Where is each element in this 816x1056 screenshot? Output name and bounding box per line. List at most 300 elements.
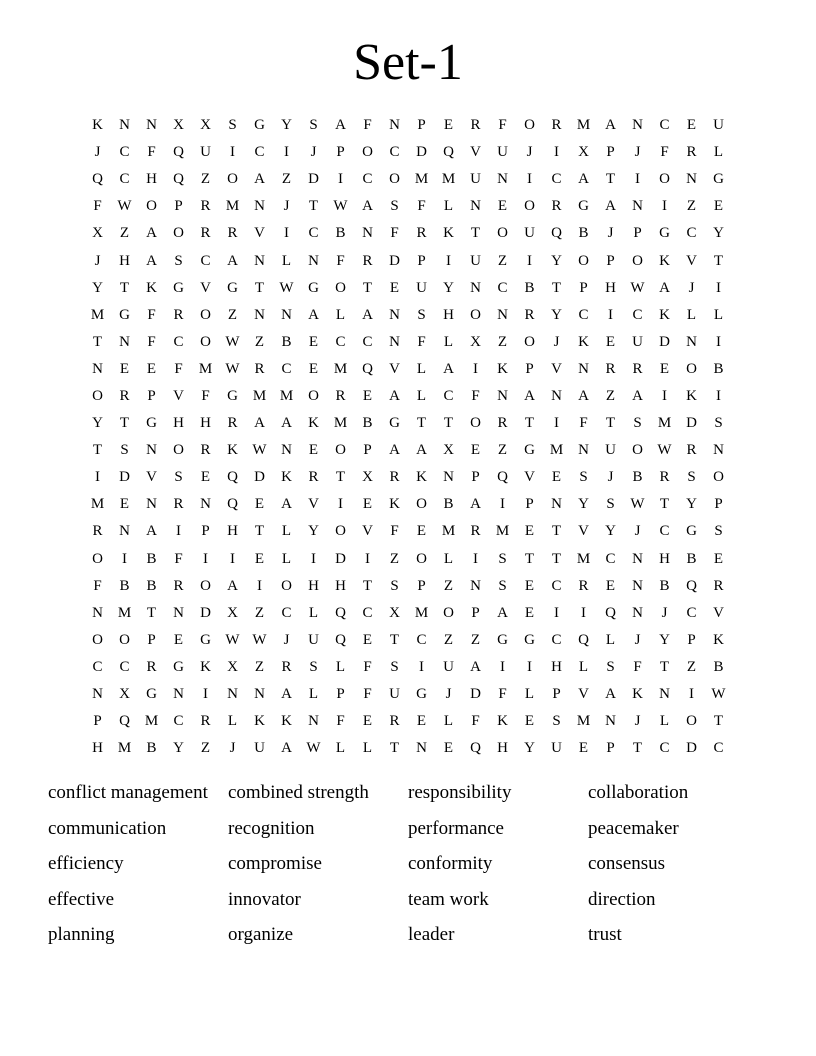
grid-letter: X	[362, 469, 373, 486]
grid-letter: V	[686, 252, 697, 269]
grid-letter: F	[93, 577, 102, 594]
grid-letter: V	[308, 496, 319, 513]
grid-letter: A	[605, 198, 616, 215]
grid-letter: N	[92, 604, 103, 621]
grid-letter: I	[662, 198, 667, 215]
grid-letter: H	[605, 279, 616, 296]
grid-letter: M	[90, 496, 105, 513]
grid-letter: G	[173, 279, 184, 296]
grid-letter: D	[686, 740, 697, 757]
grid-row	[84, 491, 732, 518]
grid-letter: F	[390, 225, 399, 242]
grid-letter: H	[335, 577, 346, 594]
grid-letter: E	[254, 496, 265, 513]
grid-letter: E	[605, 333, 616, 350]
grid-letter: U	[254, 740, 265, 757]
grid-letter: J	[634, 713, 641, 730]
grid-letter: H	[227, 523, 238, 540]
word-list-item: organize	[228, 924, 294, 945]
grid-letter: B	[524, 279, 535, 296]
grid-letter: K	[659, 306, 670, 323]
grid-letter: M	[441, 171, 456, 188]
grid-letter: K	[659, 252, 670, 269]
word-search-grid	[84, 112, 732, 762]
grid-letter: E	[497, 198, 508, 215]
grid-letter: C	[416, 631, 427, 648]
grid-letter: V	[200, 279, 211, 296]
grid-letter: E	[200, 469, 211, 486]
grid-letter: P	[93, 713, 102, 730]
grid-letter: T	[335, 469, 346, 486]
grid-letter: B	[713, 360, 724, 377]
grid-letter: C	[119, 144, 130, 161]
grid-letter: C	[200, 252, 211, 269]
grid-row	[84, 166, 732, 193]
grid-letter: Y	[686, 496, 697, 513]
grid-letter: O	[389, 171, 400, 188]
grid-letter: C	[686, 604, 697, 621]
grid-row	[84, 681, 732, 708]
grid-letter: O	[686, 360, 697, 377]
grid-letter: B	[659, 577, 670, 594]
grid-letter: P	[336, 686, 345, 703]
grid-letter: C	[551, 631, 562, 648]
grid-letter: T	[92, 333, 103, 350]
grid-letter: I	[527, 252, 532, 269]
grid-letter: C	[605, 550, 616, 567]
grid-letter: I	[554, 604, 559, 621]
grid-letter: N	[389, 333, 400, 350]
grid-letter: P	[363, 442, 372, 459]
grid-letter: K	[389, 496, 400, 513]
grid-letter: D	[659, 333, 670, 350]
grid-letter: T	[524, 550, 535, 567]
grid-letter: G	[308, 279, 319, 296]
grid-letter: R	[578, 577, 589, 594]
grid-row	[84, 329, 732, 356]
grid-letter: P	[147, 631, 156, 648]
grid-letter: J	[634, 144, 641, 161]
grid-letter: O	[470, 415, 481, 432]
grid-letter: H	[551, 658, 562, 675]
grid-letter: E	[308, 333, 319, 350]
grid-letter: Y	[524, 740, 535, 757]
grid-letter: N	[632, 550, 643, 567]
grid-letter: N	[281, 442, 292, 459]
grid-letter: M	[657, 415, 672, 432]
grid-letter: C	[308, 225, 319, 242]
grid-letter: R	[470, 523, 481, 540]
grid-letter: C	[92, 658, 103, 675]
word-list-item: peacemaker	[588, 817, 679, 839]
word-list-item: trust	[588, 924, 622, 945]
grid-letter: Y	[551, 306, 562, 323]
grid-letter: N	[470, 198, 481, 215]
word-list-item: recognition	[228, 817, 315, 839]
grid-letter: M	[576, 117, 591, 134]
grid-letter: F	[579, 415, 588, 432]
grid-letter: Z	[200, 171, 211, 188]
grid-letter: Y	[659, 631, 670, 648]
grid-letter: Z	[443, 631, 454, 648]
grid-letter: C	[173, 333, 184, 350]
grid-letter: G	[497, 631, 508, 648]
grid-letter: G	[524, 631, 535, 648]
grid-row	[84, 410, 732, 437]
grid-letter: D	[200, 604, 211, 621]
grid-letter: K	[497, 360, 508, 377]
grid-letter: N	[389, 306, 400, 323]
grid-letter: I	[284, 144, 289, 161]
grid-letter: X	[227, 604, 238, 621]
grid-letter: I	[338, 171, 343, 188]
grid-letter: I	[716, 387, 721, 404]
grid-letter: N	[686, 171, 697, 188]
grid-letter: T	[605, 415, 616, 432]
grid-letter: U	[713, 117, 724, 134]
grid-letter: L	[227, 713, 238, 730]
word-list-item: effective	[48, 888, 115, 910]
grid-letter: B	[362, 415, 373, 432]
grid-letter: H	[200, 415, 211, 432]
grid-letter: Z	[227, 306, 238, 323]
grid-letter: I	[122, 550, 127, 567]
grid-letter: O	[524, 117, 535, 134]
grid-letter: O	[632, 442, 643, 459]
grid-letter: T	[632, 740, 643, 757]
grid-letter: E	[605, 577, 616, 594]
grid-letter: U	[389, 686, 400, 703]
grid-letter: N	[632, 577, 643, 594]
grid-letter: J	[445, 686, 452, 703]
grid-letter: X	[92, 225, 103, 242]
grid-letter: L	[281, 523, 292, 540]
grid-letter: N	[254, 306, 265, 323]
grid-letter: N	[119, 117, 130, 134]
word-list-item: efficiency	[48, 853, 124, 874]
grid-letter: T	[470, 225, 481, 242]
grid-letter: N	[551, 496, 562, 513]
grid-letter: E	[524, 713, 535, 730]
grid-letter: J	[94, 252, 101, 269]
grid-letter: L	[308, 604, 319, 621]
grid-letter: I	[608, 306, 613, 323]
grid-letter: U	[524, 225, 535, 242]
grid-letter: A	[146, 225, 157, 242]
grid-letter: N	[308, 252, 319, 269]
grid-row	[84, 437, 732, 464]
grid-letter: K	[713, 631, 724, 648]
grid-letter: S	[390, 577, 399, 594]
grid-letter: V	[146, 469, 157, 486]
grid-letter: E	[470, 442, 481, 459]
grid-letter: R	[551, 198, 562, 215]
grid-letter: B	[335, 225, 346, 242]
grid-letter: W	[657, 442, 672, 459]
grid-letter: H	[146, 171, 157, 188]
grid-letter: S	[498, 577, 507, 594]
grid-letter: R	[551, 117, 562, 134]
grid-letter: O	[524, 333, 535, 350]
grid-letter: C	[362, 171, 373, 188]
grid-letter: I	[500, 658, 505, 675]
grid-letter: C	[659, 523, 670, 540]
grid-letter: M	[333, 360, 348, 377]
grid-letter: N	[362, 225, 373, 242]
word-list-item: combined strength	[228, 782, 369, 803]
grid-letter: Z	[470, 631, 481, 648]
word-list-item: performance	[408, 817, 504, 839]
grid-letter: N	[632, 604, 643, 621]
grid-letter: J	[553, 333, 560, 350]
grid-letter: U	[470, 252, 481, 269]
grid-letter: X	[578, 144, 589, 161]
grid-letter: K	[254, 713, 265, 730]
grid-letter: O	[308, 387, 319, 404]
grid-letter: Z	[686, 198, 697, 215]
word-list-item: leader	[408, 924, 455, 945]
grid-letter: M	[117, 740, 132, 757]
grid-letter: E	[389, 279, 400, 296]
grid-letter: N	[686, 333, 697, 350]
grid-letter: Q	[119, 713, 130, 730]
grid-letter: P	[471, 604, 480, 621]
grid-letter: C	[362, 604, 373, 621]
grid-letter: D	[254, 469, 265, 486]
grid-letter: L	[605, 631, 616, 648]
grid-row	[84, 546, 732, 573]
grid-letter: I	[716, 333, 721, 350]
grid-letter: D	[686, 415, 697, 432]
grid-letter: I	[581, 604, 586, 621]
grid-letter: F	[147, 306, 156, 323]
grid-letter: P	[147, 387, 156, 404]
grid-letter: O	[713, 469, 724, 486]
grid-letter: C	[389, 144, 400, 161]
grid-letter: J	[607, 225, 614, 242]
grid-letter: Z	[254, 333, 265, 350]
grid-letter: S	[309, 658, 318, 675]
grid-letter: N	[389, 117, 400, 134]
grid-letter: J	[634, 523, 641, 540]
grid-letter: R	[173, 496, 184, 513]
grid-letter: I	[689, 686, 694, 703]
grid-letter: L	[416, 360, 427, 377]
grid-letter: T	[92, 442, 103, 459]
grid-letter: N	[281, 306, 292, 323]
grid-letter: O	[92, 387, 103, 404]
grid-letter: N	[146, 442, 157, 459]
grid-letter: D	[470, 686, 481, 703]
grid-letter: G	[146, 686, 157, 703]
grid-letter: C	[659, 117, 670, 134]
grid-letter: L	[416, 387, 427, 404]
grid-letter: C	[632, 306, 643, 323]
grid-letter: R	[416, 225, 427, 242]
grid-letter: R	[524, 306, 535, 323]
grid-letter: V	[362, 523, 373, 540]
grid-letter: Y	[605, 523, 616, 540]
grid-letter: M	[252, 387, 267, 404]
grid-letter: A	[146, 523, 157, 540]
grid-letter: N	[497, 306, 508, 323]
grid-letter: Q	[173, 171, 184, 188]
grid-letter: E	[119, 496, 130, 513]
grid-letter: K	[443, 225, 454, 242]
grid-letter: O	[92, 550, 103, 567]
grid-letter: R	[713, 577, 724, 594]
grid-letter: J	[310, 144, 317, 161]
grid-letter: D	[308, 171, 319, 188]
grid-row	[84, 302, 732, 329]
grid-letter: L	[443, 713, 454, 730]
grid-letter: M	[576, 550, 591, 567]
grid-row	[84, 275, 732, 302]
grid-letter: N	[632, 198, 643, 215]
grid-letter: L	[524, 686, 535, 703]
grid-letter: K	[146, 279, 157, 296]
grid-letter: C	[119, 658, 130, 675]
grid-letter: G	[713, 171, 724, 188]
grid-letter: E	[713, 198, 724, 215]
grid-letter: C	[254, 144, 265, 161]
grid-letter: G	[659, 225, 670, 242]
grid-letter: C	[281, 360, 292, 377]
grid-letter: M	[279, 387, 294, 404]
grid-letter: Q	[497, 469, 508, 486]
grid-letter: K	[281, 713, 292, 730]
grid-letter: O	[200, 333, 211, 350]
grid-letter: W	[630, 496, 645, 513]
grid-letter: I	[554, 415, 559, 432]
grid-letter: X	[227, 658, 238, 675]
grid-letter: A	[578, 387, 589, 404]
grid-letter: E	[524, 523, 535, 540]
grid-letter: X	[470, 333, 481, 350]
grid-letter: O	[335, 442, 346, 459]
grid-letter: W	[279, 279, 294, 296]
grid-letter: D	[119, 469, 130, 486]
grid-letter: O	[497, 225, 508, 242]
grid-letter: H	[92, 740, 103, 757]
grid-letter: A	[578, 171, 589, 188]
grid-letter: L	[443, 333, 454, 350]
grid-letter: C	[686, 225, 697, 242]
grid-letter: B	[146, 740, 157, 757]
grid-letter: A	[659, 279, 670, 296]
grid-letter: C	[173, 713, 184, 730]
grid-letter: S	[579, 469, 588, 486]
grid-letter: T	[389, 740, 400, 757]
grid-letter: A	[443, 360, 454, 377]
grid-letter: O	[173, 442, 184, 459]
grid-letter: Y	[578, 496, 589, 513]
grid-letter: N	[119, 333, 130, 350]
grid-row	[84, 139, 732, 166]
grid-letter: O	[335, 279, 346, 296]
grid-letter: H	[497, 740, 508, 757]
grid-letter: Y	[173, 740, 184, 757]
grid-letter: W	[306, 740, 321, 757]
grid-letter: F	[633, 658, 642, 675]
grid-letter: L	[362, 740, 373, 757]
grid-letter: E	[443, 117, 454, 134]
grid-letter: Z	[254, 658, 265, 675]
grid-letter: N	[227, 686, 238, 703]
grid-letter: F	[147, 333, 156, 350]
grid-letter: T	[551, 550, 562, 567]
grid-letter: T	[605, 171, 616, 188]
grid-letter: G	[200, 631, 211, 648]
grid-letter: P	[201, 523, 210, 540]
grid-letter: R	[605, 360, 616, 377]
grid-letter: N	[200, 496, 211, 513]
grid-letter: U	[416, 279, 427, 296]
grid-letter: T	[713, 713, 724, 730]
grid-letter: A	[389, 387, 400, 404]
grid-letter: N	[470, 279, 481, 296]
grid-letter: W	[711, 686, 726, 703]
grid-letter: I	[257, 577, 262, 594]
grid-letter: O	[200, 306, 211, 323]
word-list-item: communication	[48, 817, 167, 839]
grid-row	[84, 112, 732, 139]
grid-letter: F	[417, 333, 426, 350]
grid-letter: Z	[389, 550, 400, 567]
grid-row	[84, 627, 732, 654]
grid-letter: R	[146, 658, 157, 675]
grid-letter: M	[144, 713, 159, 730]
grid-letter: Q	[686, 577, 697, 594]
grid-letter: S	[120, 442, 129, 459]
grid-letter: N	[443, 469, 454, 486]
grid-letter: L	[308, 686, 319, 703]
grid-letter: D	[335, 550, 346, 567]
grid-letter: V	[254, 225, 265, 242]
grid-letter: Y	[308, 523, 319, 540]
grid-letter: J	[94, 144, 101, 161]
grid-letter: B	[443, 496, 454, 513]
grid-letter: C	[551, 577, 562, 594]
grid-letter: Z	[497, 252, 508, 269]
grid-letter: C	[119, 171, 130, 188]
grid-letter: E	[686, 117, 697, 134]
grid-letter: T	[119, 415, 130, 432]
grid-letter: A	[308, 306, 319, 323]
grid-row	[84, 573, 732, 600]
grid-letter: B	[146, 577, 157, 594]
grid-row	[84, 518, 732, 545]
grid-letter: T	[443, 415, 454, 432]
grid-letter: E	[551, 469, 562, 486]
grid-letter: F	[660, 144, 669, 161]
grid-letter: I	[554, 144, 559, 161]
grid-letter: Z	[686, 658, 697, 675]
grid-letter: O	[416, 496, 427, 513]
grid-letter: A	[470, 658, 481, 675]
grid-letter: Q	[443, 144, 454, 161]
grid-letter: T	[254, 523, 265, 540]
grid-letter: E	[713, 550, 724, 567]
grid-letter: E	[362, 713, 373, 730]
grid-letter: I	[527, 171, 532, 188]
grid-letter: O	[443, 604, 454, 621]
grid-letter: E	[173, 631, 184, 648]
grid-letter: I	[446, 252, 451, 269]
word-list-item: responsibility	[408, 782, 512, 803]
grid-letter: A	[281, 740, 292, 757]
grid-letter: K	[632, 686, 643, 703]
